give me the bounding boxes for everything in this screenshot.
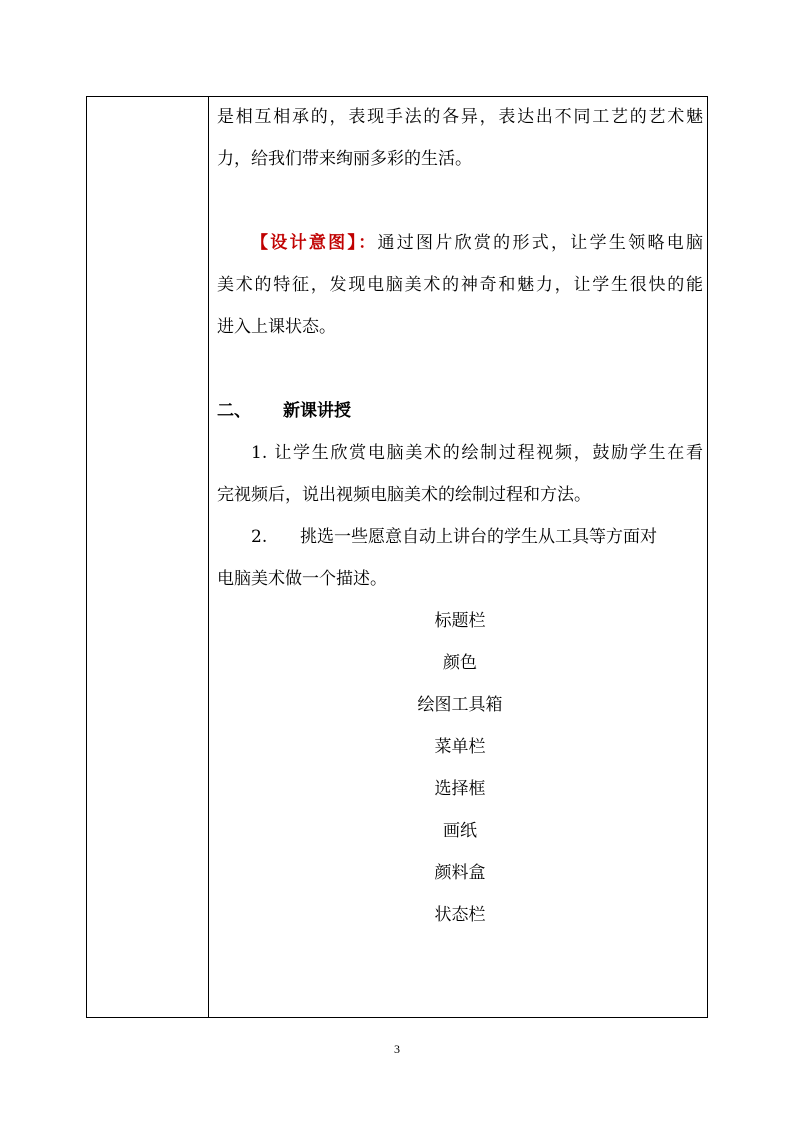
design-intent-line2: 美术的特征，发现电脑美术的神奇和魅力，让学生很快的能 (217, 275, 703, 295)
item2-text: 挑选一些愿意自动上讲台的学生从工具等方面对 (300, 527, 657, 547)
item1-line1: 1. 让学生欣赏电脑美术的绘制过程视频，鼓励学生在看 (251, 443, 703, 463)
design-intent-line1 (217, 233, 703, 253)
item2-line2: 电脑美术做一个描述。 (217, 569, 387, 589)
term-item: 颜料盒 (434, 863, 486, 883)
term-item: 标题栏 (434, 611, 486, 631)
item1-line2: 完视频后，说出视频电脑美术的绘制过程和方法。 (217, 485, 591, 505)
paragraph1-line1: 是相互相承的，表现手法的各异，表达出不同工艺的艺术魅 (217, 107, 703, 127)
lesson-table (86, 96, 708, 1018)
column-divider (208, 97, 209, 1017)
term-item: 菜单栏 (434, 737, 486, 757)
page-number: 3 (394, 1042, 400, 1056)
section-number: 二、 (217, 401, 251, 421)
section-title: 新课讲授 (283, 401, 351, 421)
term-item: 状态栏 (434, 905, 486, 925)
item2-line1 (217, 527, 703, 547)
term-item: 画纸 (443, 821, 477, 841)
term-item: 选择框 (434, 779, 486, 799)
design-intent-label: 【设计意图】： (251, 233, 378, 253)
paragraph1-line2: 力，给我们带来绚丽多彩的生活。 (217, 149, 472, 169)
term-item: 颜色 (443, 653, 477, 673)
section-heading (217, 401, 703, 421)
item2-number: 2. (251, 527, 268, 547)
design-intent-text: 通过图片欣赏的形式，让学生领略电脑 (377, 233, 704, 253)
term-item: 绘图工具箱 (417, 695, 503, 715)
design-intent-line3: 进入上课状态。 (217, 317, 336, 337)
